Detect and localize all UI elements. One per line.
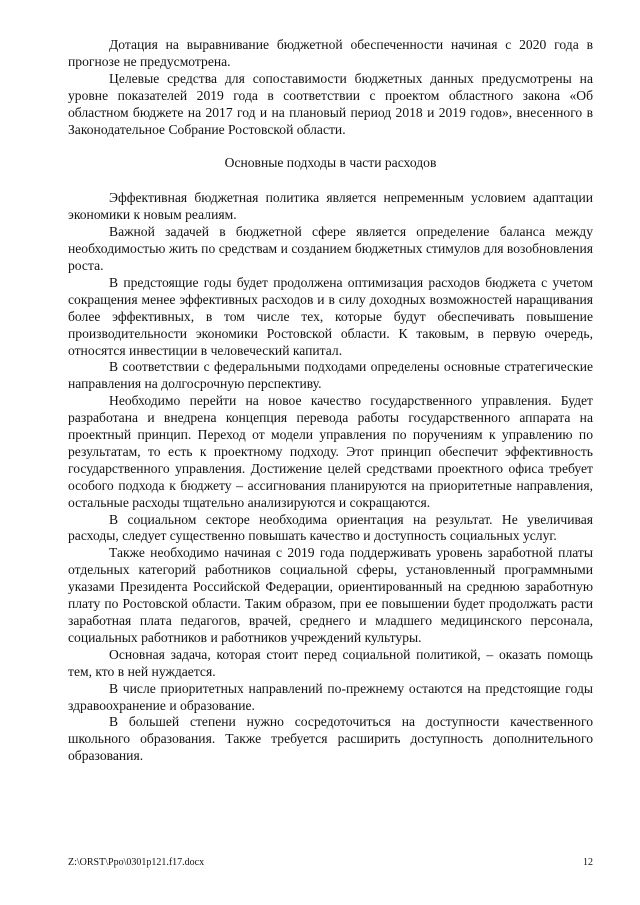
paragraph-intro-1: Дотация на выравнивание бюджетной обеспеченности начиная с 2020 года в прогнозе не предусмотрена.: [68, 37, 593, 69]
paragraph-5: Необходимо перейти на новое качество государственного управления. Будет разработана и внедрена концепция перевода работы государственного аппарата на проектный принцип. Переход от модели управления по поручениям к управлению по результатам, то есть к проектному подходу. Этот принцип обеспечит эффективность государственного управления. Достижение целей средствами проектного офиса требует особого подхода к бюджету – ассигнования планируются на приоритетные направления, остальные расходы тщательно анализируются и сокращаются.: [68, 393, 593, 510]
document-page: [68, 37, 593, 765]
paragraph-3: В предстоящие годы будет продолжена оптимизация расходов бюджета с учетом сокращения менее эффективных расходов и в силу доходных возможностей наращивания более эффективных, в том числе тех, которые будут обеспечивать повышение производительности экономики Ростовской области. К таковым, в первую очередь, относятся инвестиции в человеческий капитал.: [68, 274, 593, 358]
paragraph-9: В числе приоритетных направлений по-прежнему остаются на предстоящие годы здравоохранение и образование.: [68, 680, 593, 713]
paragraph-10: В большей степени нужно сосредоточиться на доступности качественного школьного образования. Также требуется расширить доступность дополнительного образования.: [68, 714, 593, 764]
paragraph-8: Основная задача, которая стоит перед социальной политикой, – оказать помощь тем, кто в ней нуждается.: [68, 646, 593, 679]
paragraph-4: В соответствии с федеральными подходами определены основные стратегические направления на долгосрочную перспективу.: [68, 359, 593, 392]
footer-page-number: 12: [583, 857, 593, 868]
paragraph-6: В социальном секторе необходима ориентация на результат. Не увеличивая расходы, следует существенно повышать качество и доступность социальных услуг.: [68, 511, 593, 544]
section-heading: Основные подходы в части расходов: [224, 155, 437, 171]
page-footer: [68, 857, 593, 869]
paragraph-1: Эффективная бюджетная политика является непременным условием адаптации экономики к новым реалиям.: [68, 190, 593, 223]
paragraph-2: Важной задачей в бюджетной сфере является определение баланса между необходимостью жить по средствам и созданием бюджетных стимулов для возобновления роста.: [68, 224, 593, 273]
paragraph-intro-2: Целевые средства для сопоставимости бюджетных данных предусмотрены на уровне показателей 2019 года в соответствии с проектом областного закона «Об областном бюджете на 2017 год и на плановый период 2018 и 2019 годов», внесенного в Законодательное Собрание Ростовской области.: [68, 70, 593, 137]
footer-file-path: Z:\ORST\Ppo\0301p121.f17.docx: [68, 857, 205, 868]
paragraph-7: Также необходимо начиная с 2019 года поддерживать уровень заработной платы отдельных категорий работников социальной сферы, установленный программными указами Президента Российской Федерации, ориентированный на среднюю заработную плату по Ростовской области. Таким образом, при ее повышении будет продолжать расти заработная плата педагогов, врачей, среднего и младшего медицинского персонала, социальных работников и работников учреждений культуры.: [68, 545, 593, 645]
